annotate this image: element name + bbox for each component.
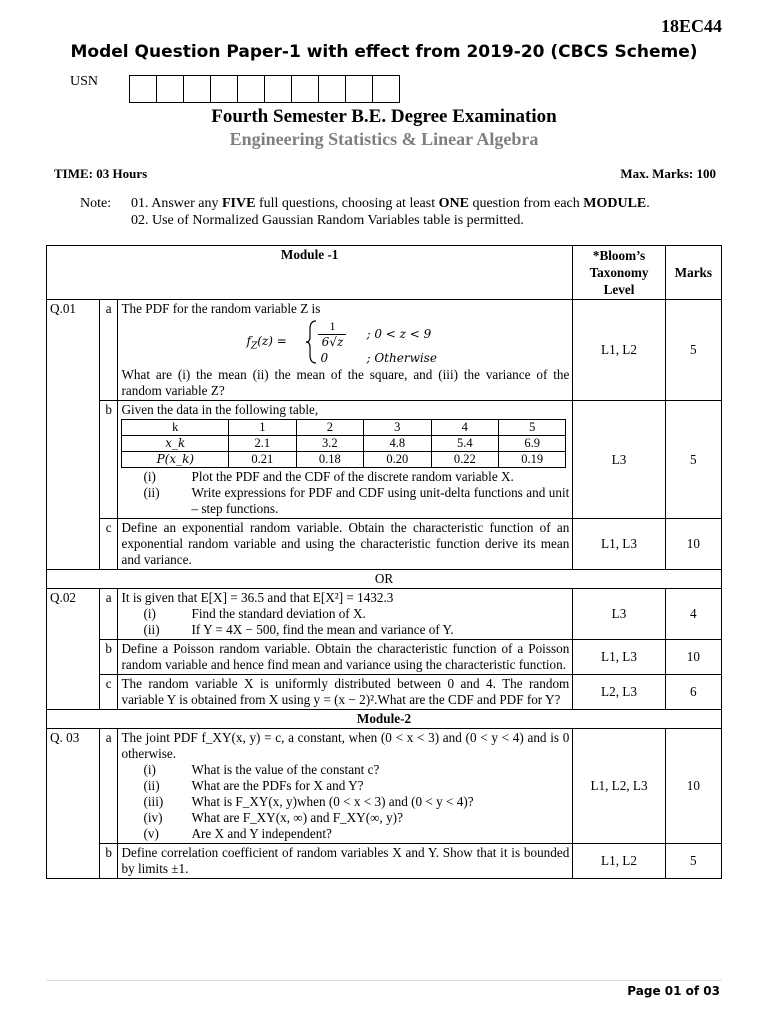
usn-box[interactable] (345, 75, 373, 103)
question-text: Define a Poisson random variable. Obtain the characteristic function of a Poisson random variable and hence find mean and variance using the characteristic function. (118, 640, 573, 675)
sub-label: a (99, 589, 118, 640)
data-table-row (122, 436, 566, 452)
usn-box[interactable] (237, 75, 265, 103)
table-row (47, 589, 722, 640)
data-cell: 0.18 (296, 452, 363, 468)
case-1-condition: ; 0 < z < 9 (366, 327, 432, 341)
blooms-level: L3 (573, 401, 665, 519)
usn-label: USN (70, 74, 99, 89)
exam-title: Fourth Semester B.E. Degree Examination (211, 106, 557, 127)
question-line: It is given that E[X] = 36.5 and that E[X²] = 1432.3 (121, 590, 394, 605)
or-label: OR (47, 570, 722, 589)
blooms-level: L1, L2 (573, 300, 665, 401)
blooms-level: L2, L3 (573, 675, 665, 710)
pdf-formula: $f_Z(z)$ = 1 6√z ; 0 < z < 9 0 ; Otherwise (246, 319, 437, 365)
data-cell: 4 (431, 420, 498, 436)
usn-box[interactable] (183, 75, 211, 103)
question-text (118, 729, 573, 844)
usn-box[interactable] (291, 75, 319, 103)
marks-value: 10 (665, 640, 721, 675)
question-number: Q.02 (47, 589, 100, 710)
module-1-heading: Module -1 (47, 246, 573, 300)
question-text (118, 300, 573, 401)
sub-item: (i) Plot the PDF and the CDF of the discrete random variable X. (143, 469, 514, 484)
data-table (121, 419, 566, 468)
table-row (47, 519, 722, 570)
data-cell: 0.20 (364, 452, 431, 468)
data-cell: 2 (296, 420, 363, 436)
question-line: The PDF for the random variable Z is (121, 301, 321, 316)
sub-item: (iii) What is F_XY(x, y)when (0 < x < 3) and (0 < y < 4)? (143, 794, 474, 809)
max-marks-label: Max. Marks: 100 (620, 166, 716, 181)
marks-value: 4 (665, 589, 721, 640)
question-table (46, 245, 722, 879)
module-row (47, 710, 722, 729)
sub-label: b (99, 640, 118, 675)
subject-title: Engineering Statistics & Linear Algebra (229, 129, 539, 149)
usn-box[interactable] (372, 75, 400, 103)
case-2-condition: ; Otherwise (366, 351, 437, 365)
usn-box[interactable] (318, 75, 346, 103)
marks-header: Marks (665, 246, 721, 300)
question-number: Q.01 (47, 300, 100, 570)
paper-title: Model Question Paper-1 with effect from 2019-20 (CBCS Scheme) (70, 42, 698, 62)
table-row (47, 300, 722, 401)
data-cell: 6.9 (499, 436, 566, 452)
sub-item: (iv) What are F_XY(x, ∞) and F_XY(∞, y)? (143, 810, 403, 825)
usn-box[interactable] (210, 75, 238, 103)
sub-item: (ii) Write expressions for PDF and CDF using unit-delta functions and unit – step functions. (143, 485, 570, 516)
question-text (118, 401, 573, 519)
data-cell: 5.4 (431, 436, 498, 452)
blooms-level: L1, L2, L3 (573, 729, 665, 844)
case-2-value: 0 (320, 351, 329, 365)
table-row (47, 640, 722, 675)
sub-item: (i) What is the value of the constant c? (143, 762, 380, 777)
sub-item: (i) Find the standard deviation of X. (143, 606, 366, 621)
table-header-row (47, 246, 722, 300)
data-cell: 0.22 (431, 452, 498, 468)
note-1: 01. Answer any FIVE full questions, choosing at least ONE question from each MODULE. (131, 196, 650, 211)
table-row (47, 729, 722, 844)
blooms-level: L1, L3 (573, 519, 665, 570)
data-cell: 0.19 (499, 452, 566, 468)
blooms-header: *Bloom’s Taxonomy Level (573, 246, 665, 300)
data-table-row (122, 452, 566, 468)
data-cell: 5 (499, 420, 566, 436)
note-2: 02. Use of Normalized Gaussian Random Variables table is permitted. (131, 213, 524, 228)
question-line: Given the data in the following table, (121, 402, 319, 417)
sub-label: b (99, 401, 118, 519)
question-line: What are (i) the mean (ii) the mean of the square, and (iii) the variance of the random variable Z? (121, 367, 570, 398)
blooms-level: L1, L2 (573, 844, 665, 879)
data-cell: k (122, 420, 229, 436)
data-cell: 0.21 (229, 452, 296, 468)
data-cell: 3 (364, 420, 431, 436)
question-text (118, 589, 573, 640)
question-text: The random variable X is uniformly distributed between 0 and 4. The random variable Y is obtained from X using y = (x − 2)².What are the CDF and PDF for Y? (118, 675, 573, 710)
data-cell: x_k (122, 436, 229, 452)
sub-label: c (99, 519, 118, 570)
sub-label: a (99, 729, 118, 844)
sub-item: (ii) If Y = 4X − 500, find the mean and variance of Y. (143, 622, 454, 637)
paper-code: 18EC44 (660, 16, 722, 36)
time-label: TIME: 03 Hours (54, 166, 148, 181)
marks-value: 5 (665, 401, 721, 519)
data-cell: 1 (229, 420, 296, 436)
module-2-heading: Module-2 (47, 710, 722, 729)
or-row (47, 570, 722, 589)
usn-boxes (130, 75, 400, 103)
table-row (47, 675, 722, 710)
data-cell: 2.1 (229, 436, 296, 452)
page-number: Page 01 of 03 (627, 984, 720, 998)
question-text: Define correlation coefficient of random variables X and Y. Show that it is bounded by limits ±1. (118, 844, 573, 879)
question-text: Define an exponential random variable. Obtain the characteristic function of an exponential random variable and using the characteristic function derive its mean and variance. (118, 519, 573, 570)
usn-box[interactable] (129, 75, 157, 103)
usn-box[interactable] (156, 75, 184, 103)
footer-divider (46, 980, 722, 981)
sub-label: a (99, 300, 118, 401)
data-table-row (122, 420, 566, 436)
marks-value: 10 (665, 519, 721, 570)
note-label: Note: (80, 196, 112, 211)
usn-box[interactable] (264, 75, 292, 103)
marks-value: 6 (665, 675, 721, 710)
table-row (47, 401, 722, 519)
fraction-denominator: 6√z (321, 335, 344, 349)
data-cell: 3.2 (296, 436, 363, 452)
data-cell: P(x_k) (122, 452, 229, 468)
question-line: The joint PDF f_XY(x, y) = c, a constant, when (0 < x < 3) and (0 < y < 4) and is 0 otherwise. (121, 730, 570, 761)
question-number: Q. 03 (47, 729, 100, 879)
sub-label: b (99, 844, 118, 879)
table-row (47, 844, 722, 879)
sub-label: c (99, 675, 118, 710)
marks-value: 5 (665, 844, 721, 879)
fraction-numerator: 1 (329, 319, 336, 333)
blooms-level: L3 (573, 589, 665, 640)
data-cell: 4.8 (364, 436, 431, 452)
brace-icon (304, 319, 318, 365)
blooms-level: L1, L3 (573, 640, 665, 675)
marks-value: 10 (665, 729, 721, 844)
sub-item: (v) Are X and Y independent? (143, 826, 332, 841)
marks-value: 5 (665, 300, 721, 401)
sub-item: (ii) What are the PDFs for X and Y? (143, 778, 364, 793)
